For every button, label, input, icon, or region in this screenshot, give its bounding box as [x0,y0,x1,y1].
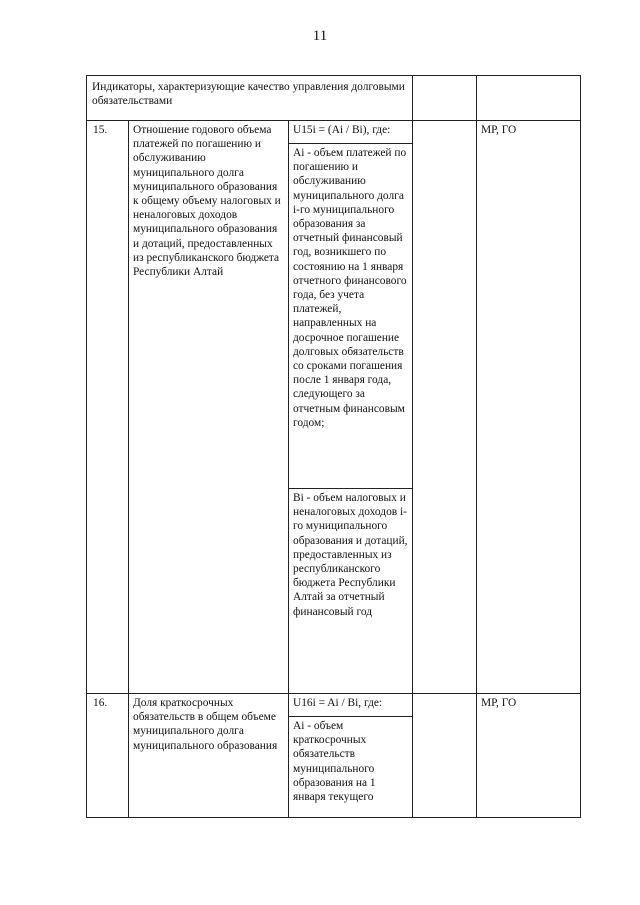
empty-cell [413,121,477,694]
definition-text: Bi - объем налоговых и неналоговых доходов i-го муниципального образования и дотаций, предоставленных из республиканского бюджета Республики Алтай за отчетный финансовый год [293,492,408,618]
row-number-cell [87,121,129,694]
table-group-header-row [87,76,581,121]
indicator-name-cell [129,121,289,694]
applies-to: МР, ГО [481,697,517,709]
indicator-name: Отношение годового объема платежей по погашению и обслуживанию муниципального долга муниципального образования к общему объему налоговых и неналоговых доходов муниципального образования и дотаций, предоставленных из республиканского бюджета Республики Алтай [133,124,281,279]
applies-to-cell [477,694,581,818]
applies-to: МР, ГО [481,124,517,136]
formula: U15i = (Ai / Bi), где: [293,124,391,136]
page-number: 11 [312,28,328,44]
indicator-name-cell [129,694,289,818]
definition-cell [289,489,413,694]
group-title-cell [87,76,413,121]
empty-cell [477,76,581,121]
indicators-table [86,75,581,818]
row-number: 16. [93,697,108,709]
definition-cell [289,717,413,818]
applies-to-cell [477,121,581,694]
empty-cell [413,76,477,121]
row-number-cell [87,694,129,818]
formula: U16i = Ai / Bi, где: [293,697,383,709]
empty-cell [413,694,477,818]
table-row [87,694,581,717]
definition-cell [289,144,413,489]
definition-text: Ai - объем платежей по погашению и обслуживанию муниципального долга i-го муниципального образования за отчетный финансовый год, возникшего по состоянию на 1 января отчетного финансового года, без учета платежей, направленных на досрочное погашение долговых обязательств со сроками погашения после 1 января года, следующего за отчетным финансовым годом; [293,147,407,429]
definition-text: Ai - объем краткосрочных обязательств муниципального образования на 1 января текущего [293,720,376,804]
row-number: 15. [93,124,108,136]
group-title: Индикаторы, характеризующие качество управления долговыми обязательствами [92,81,405,108]
formula-cell [289,121,413,144]
formula-cell [289,694,413,717]
table-row [87,121,581,144]
indicator-name: Доля краткосрочных обязательств в общем объеме муниципального долга муниципального образования [133,697,278,752]
